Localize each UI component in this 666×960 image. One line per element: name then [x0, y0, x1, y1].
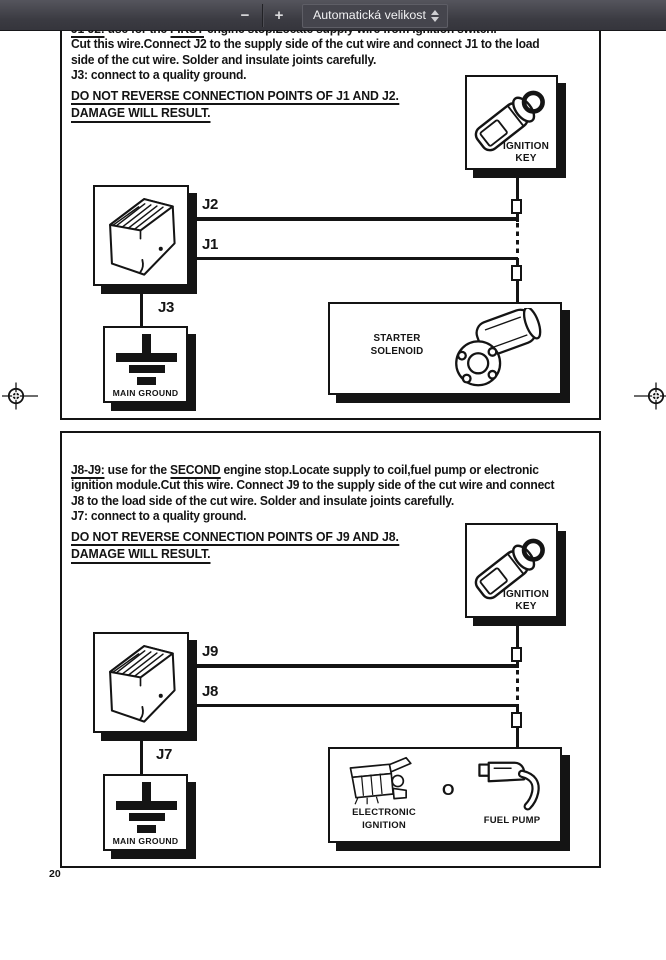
zoom-out-button[interactable]: − — [232, 5, 258, 26]
zoom-in-button[interactable]: + — [266, 5, 292, 26]
wire-label-ground: J7 — [156, 746, 173, 763]
intro-line: J8-J9: use for the SECOND engine stop.Locate supply to coil,fuel pump or electronic — [71, 462, 539, 477]
alarm-module-illustration — [96, 188, 185, 282]
pdf-toolbar — [0, 0, 666, 31]
page-number: 20 — [49, 868, 61, 880]
registration-mark-right — [632, 381, 666, 411]
registration-mark-left — [0, 381, 40, 411]
main-ground-label: MAIN GROUND — [112, 388, 179, 398]
splice-connector — [511, 647, 522, 662]
intro-line: J3: connect to a quality ground. — [71, 67, 247, 83]
alarm-module-box — [93, 632, 189, 733]
wire-cut-dashed — [516, 670, 519, 704]
wire-supply-j9 — [193, 664, 518, 668]
wire-ground-j7 — [140, 733, 143, 774]
intro-line: side of the cut wire. Solder and insulate joints carefully. — [71, 51, 377, 67]
or-label: O — [442, 782, 455, 799]
fuel-pump-illustration — [470, 759, 552, 811]
zoom-select-value: Automatická velikost — [313, 8, 426, 22]
alarm-module-illustration — [96, 635, 185, 729]
wire-ground-j3 — [140, 286, 143, 326]
warning-line: DAMAGE WILL RESULT. — [71, 545, 554, 563]
toolbar-divider — [262, 4, 263, 27]
ignition-key-box — [465, 75, 558, 170]
starter-solenoid-box — [328, 302, 562, 395]
splice-connector — [511, 712, 522, 728]
wire-load-j1 — [193, 257, 518, 260]
intro-line: J7: connect to a quality ground. — [71, 508, 247, 524]
ground-symbol — [142, 782, 151, 803]
intro-line: Cut this wire.Connect J2 to the supply side of the cut wire and connect J1 to the load — [71, 36, 540, 52]
starter-solenoid-illustration — [448, 308, 556, 390]
wire-label-ground: J3 — [158, 299, 175, 316]
main-ground-box — [103, 326, 188, 403]
wire-key-down — [516, 170, 519, 222]
wire-load-j8 — [193, 704, 518, 707]
wire-label-supply: J9 — [202, 643, 219, 660]
wire-label-load: J1 — [202, 236, 219, 253]
electronic-ignition-illustration — [342, 755, 422, 807]
ignition-key-label: IGNITION KEY — [502, 589, 550, 612]
ignition-key-box — [465, 523, 558, 618]
starter-solenoid-label: STARTER SOLENOID — [370, 333, 424, 357]
main-ground-label: MAIN GROUND — [112, 836, 179, 846]
wire-supply-j2 — [193, 217, 518, 221]
warning-line: DO NOT REVERSE CONNECTION POINTS OF J1 AND J2. — [71, 87, 539, 105]
intro-line: ignition module.Cut this wire. Connect J9 to the supply side of the cut wire and connect — [71, 477, 555, 493]
ignition-key-label: IGNITION KEY — [502, 141, 550, 164]
updown-arrows-icon — [431, 10, 439, 22]
warning-line: DAMAGE WILL RESULT. — [71, 104, 539, 122]
intro-line: J8 to the load side of the cut wire. Solder and insulate joints carefully. — [71, 492, 454, 508]
electronic-ignition-label: ELECTRONIC IGNITION — [352, 807, 416, 831]
splice-connector — [511, 265, 522, 281]
main-ground-box — [103, 774, 188, 851]
fuel-pump-label: FUEL PUMP — [483, 815, 541, 826]
wire-label-load: J8 — [202, 683, 219, 700]
splice-connector — [511, 199, 522, 214]
zoom-select[interactable] — [302, 4, 448, 28]
warning-line: DO NOT REVERSE CONNECTION POINTS OF J9 AND J8. — [71, 528, 554, 546]
wire-cut-dashed — [516, 223, 519, 257]
wire-label-supply: J2 — [202, 196, 219, 213]
ground-symbol — [142, 334, 151, 355]
ignition-fuelpump-box — [328, 747, 562, 843]
alarm-module-box — [93, 185, 189, 286]
